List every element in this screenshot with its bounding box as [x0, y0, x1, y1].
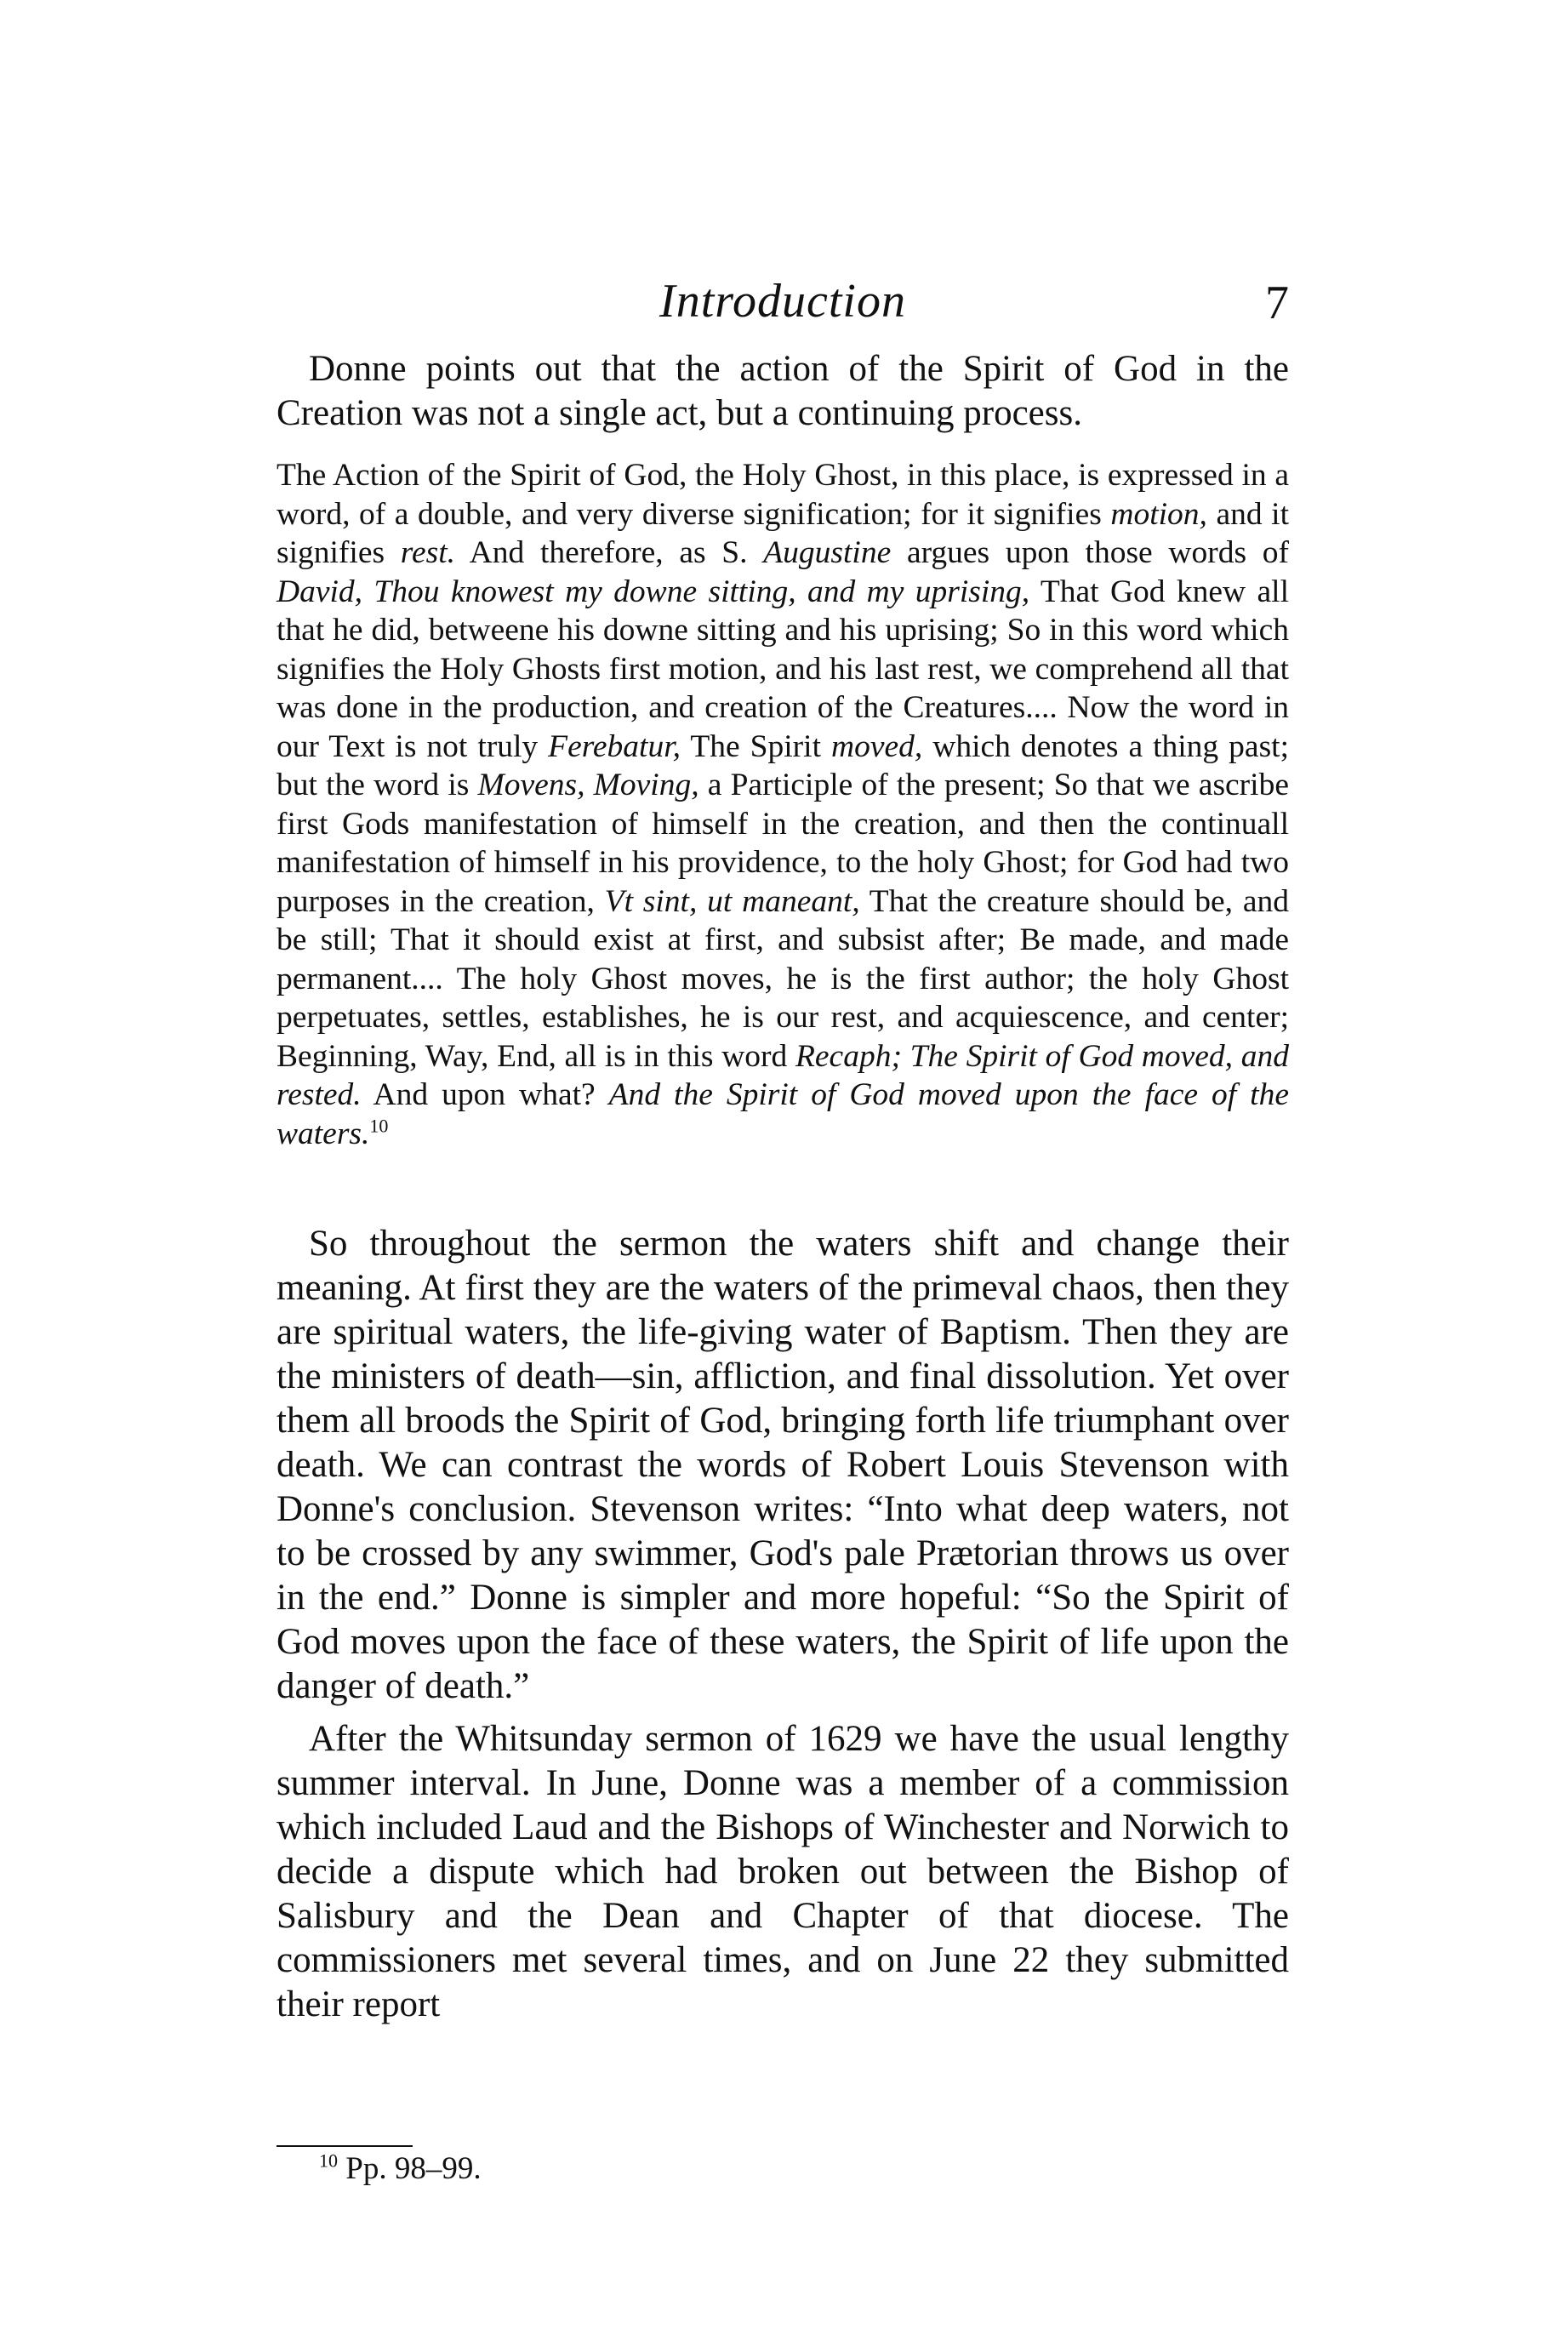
quote-italic: Augustine: [763, 535, 892, 570]
quote-text: The Spirit: [681, 728, 832, 764]
footnote-reference: 10: [369, 1115, 389, 1136]
running-head: [277, 274, 1289, 351]
quote-text: That the creature should be, and be still; That it should exist at first, and subsist after; Be made, and made permanent.... The holy Ghost moves, he is the first author; the holy Ghost perpetuates, settles, establishes, he is our rest, and acquiescence, and center; Beginning, Way, End, all is in this word: [277, 883, 1289, 1074]
footnote-rule: [277, 2145, 413, 2147]
quote-text: The Action of the Spirit of God, the Holy Ghost, in this place, is expressed in a word, of a double, and very diverse signification; for it signifies: [277, 458, 1289, 532]
footnote-text: Pp. 98–99.: [345, 2151, 482, 2186]
footnote: [319, 2149, 482, 2189]
paragraph: After the Whitsunday sermon of 1629 we have the usual lengthy summer interval. In June, Donne was a member of a commission which included Laud and the Bishops of Winchester and Norwich to decide a dispute which had broken out between the Bishop of Salisbury and the Dean and Chapter of that diocese. The commissioners met several times, and on June 22 they submitted their report: [277, 1719, 1289, 2024]
quote-text: And upon what?: [361, 1077, 609, 1112]
quote-italic: Recaph; The Spirit of God moved, and rested.: [277, 1038, 1289, 1112]
quote-text: That God knew all that he did, betweene his downe sitting and his uprising; So in this word which signifies the Holy Ghosts first motion, and his last rest, we comprehend all that was done in the production, and creation of the Creatures.... Now the word in our Text is not truly: [277, 574, 1289, 764]
quote-italic: moved,: [831, 728, 923, 764]
quote-text: argues upon those words of: [891, 535, 1290, 570]
quote-italic: And the Spirit of God moved upon the face of the waters.: [277, 1077, 1289, 1151]
quote-italic: motion,: [1110, 496, 1207, 532]
main-text: [277, 1222, 1289, 2027]
intro-paragraph-block: [277, 347, 1289, 436]
quote-italic: Vt sint, ut maneant,: [604, 883, 860, 919]
block-quotation: [277, 456, 1289, 1153]
quote-text: a Participle of the present; So that we ascribe first Gods manifestation of himself in the creation, and then the continuall manifestation of himself in his providence, to the holy Ghost; for God had two purposes in the creation,: [277, 768, 1289, 919]
chapter-title: Introduction: [659, 275, 906, 328]
quote-italic: Ferebatur,: [548, 728, 681, 764]
intro-paragraph: Donne points out that the action of the Spirit of God in the Creation was not a single act, but a continuing process.: [277, 349, 1289, 433]
quote-italic: rest.: [400, 535, 456, 570]
quotation-text: [277, 456, 1289, 1153]
paragraph: So throughout the sermon the waters shift and change their meaning. At first they are the waters of the primeval chaos, then they are spiritual waters, the life-giving water of Baptism. Then they are the ministers of death—sin, affliction, and final dissolution. Yet over them all broods the Spirit of God, bringing forth life triumphant over death. We can contrast the words of Robert Louis Stevenson with Donne's conclusion. Stevenson writes: “Into what deep waters, not to be crossed by any swimmer, God's pale Prætorian throws us over in the end.” Donne is simpler and more hopeful: “So the Spirit of God moves upon the face of these waters, the Spirit of life upon the danger of death.”: [277, 1224, 1289, 1706]
quote-italic: Movens, Moving,: [477, 768, 699, 802]
quote-italic: David, Thou knowest my downe sitting, and my uprising,: [277, 574, 1030, 609]
quote-text: And therefore, as S.: [455, 535, 764, 570]
page-number: 7: [1265, 277, 1289, 329]
quote-text: which denotes a thing past; but the word is: [277, 728, 1289, 802]
footnote-number: 10: [319, 2149, 338, 2172]
quote-text: and it signifies: [277, 496, 1289, 570]
